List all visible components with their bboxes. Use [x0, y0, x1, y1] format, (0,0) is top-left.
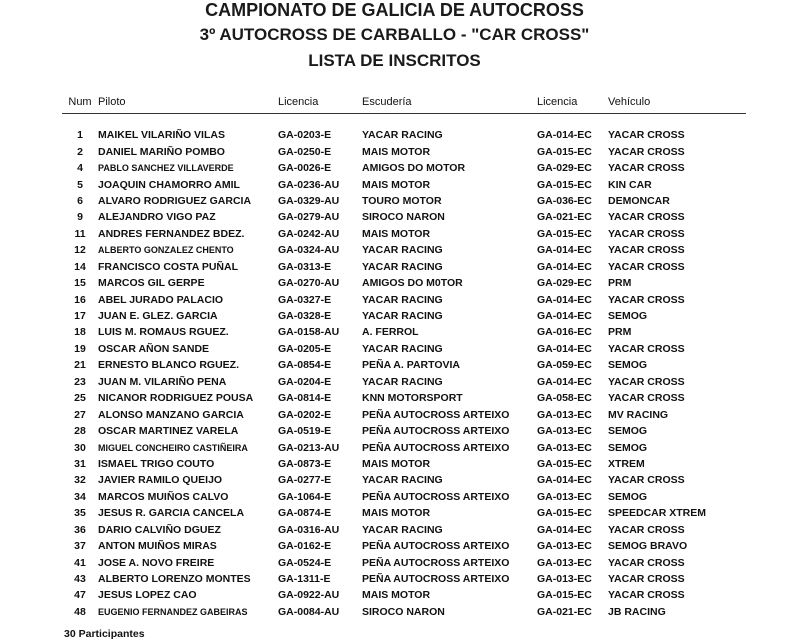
table-row	[62, 341, 746, 357]
column-header-licencia-escuderia: Licencia	[537, 96, 608, 114]
entry-number: 31	[74, 457, 86, 470]
entry-number: 19	[74, 342, 86, 355]
table-row	[62, 439, 746, 455]
table-row	[62, 324, 746, 340]
driver-license: GA-0202-E	[278, 408, 332, 421]
vehicle-name: PRM	[608, 326, 632, 339]
team-license: GA-014-EC	[537, 375, 592, 388]
vehicle-name: XTREM	[608, 457, 645, 470]
driver-license: GA-0313-E	[278, 260, 332, 273]
team-name: KNN MOTORSPORT	[362, 392, 463, 405]
team-name: MAIS MOTOR	[362, 507, 431, 520]
vehicle-name: YACAR CROSS	[608, 573, 685, 586]
team-name: SIROCO NARON	[362, 211, 445, 224]
championship-title: CAMPIONATO DE GALICIA DE AUTOCROSS	[205, 0, 584, 20]
vehicle-name: YACAR CROSS	[608, 227, 685, 240]
table-header	[62, 96, 746, 114]
table-row	[62, 554, 746, 570]
team-license: GA-015-EC	[537, 227, 592, 240]
driver-license: GA-0854-E	[278, 359, 332, 372]
vehicle-name: SEMOG	[608, 441, 648, 454]
entry-number: 18	[74, 326, 86, 339]
vehicle-name: YACAR CROSS	[608, 342, 685, 355]
entry-number: 48	[74, 605, 86, 618]
team-license: GA-015-EC	[537, 589, 592, 602]
team-name: PEÑA AUTOCROSS ARTEIXO	[362, 441, 510, 454]
vehicle-name: YACAR CROSS	[608, 474, 685, 487]
team-license: GA-014-EC	[537, 244, 592, 257]
entry-number: 30	[74, 441, 86, 454]
driver-name: JAVIER RAMILO QUEIJO	[98, 474, 223, 487]
driver-name: FRANCISCO COSTA PUÑAL	[98, 260, 238, 273]
driver-name: ANDRES FERNANDEZ BDEZ.	[98, 227, 245, 240]
table-row	[62, 587, 746, 603]
vehicle-name: YACAR CROSS	[608, 589, 685, 602]
table-row	[62, 143, 746, 159]
vehicle-name: YACAR CROSS	[608, 375, 685, 388]
table-row	[62, 456, 746, 472]
vehicle-name: YACAR CROSS	[608, 293, 685, 306]
team-name: SIROCO NARON	[362, 605, 445, 618]
entry-number: 4	[77, 162, 83, 175]
table-row	[62, 259, 746, 275]
entry-number: 2	[77, 145, 83, 158]
team-name: YACAR RACING	[362, 244, 443, 257]
team-name: PEÑA AUTOCROSS ARTEIXO	[362, 573, 510, 586]
team-name: TOURO MOTOR	[362, 194, 442, 207]
team-license: GA-029-EC	[537, 277, 592, 290]
vehicle-name: YACAR CROSS	[608, 556, 685, 569]
driver-name: NICANOR RODRIGUEZ POUSA	[98, 392, 254, 405]
team-license: GA-013-EC	[537, 556, 592, 569]
driver-license: GA-0213-AU	[278, 441, 340, 454]
entry-number: 28	[74, 425, 86, 438]
vehicle-name: MV RACING	[608, 408, 669, 421]
team-license: GA-014-EC	[537, 523, 592, 536]
table-body	[62, 114, 746, 621]
driver-name: DANIEL MARIÑO POMBO	[98, 145, 225, 158]
driver-license: GA-0277-E	[278, 474, 332, 487]
team-license: GA-036-EC	[537, 194, 592, 207]
driver-license: GA-0242-AU	[278, 227, 340, 240]
team-name: PEÑA A. PARTOVIA	[362, 359, 461, 372]
driver-license: GA-0204-E	[278, 375, 332, 388]
table-row	[62, 226, 746, 242]
entry-number: 17	[74, 310, 86, 323]
team-license: GA-021-EC	[537, 211, 592, 224]
driver-name: ANTON MUIÑOS MIRAS	[98, 540, 217, 553]
driver-name: MARCOS GIL GERPE	[98, 277, 205, 290]
team-name: AMIGOS DO MOTOR	[362, 162, 466, 175]
driver-name: MARCOS MUIÑOS CALVO	[98, 490, 229, 503]
table-row	[62, 571, 746, 587]
driver-license: GA-0524-E	[278, 556, 332, 569]
table-row	[62, 193, 746, 209]
table-row	[62, 423, 746, 439]
entries-table	[62, 96, 746, 620]
team-name: PEÑA AUTOCROSS ARTEIXO	[362, 408, 510, 421]
team-license: GA-016-EC	[537, 326, 592, 339]
driver-license: GA-0158-AU	[278, 326, 340, 339]
table-row	[62, 176, 746, 192]
team-license: GA-059-EC	[537, 359, 592, 372]
entry-number: 6	[77, 194, 83, 207]
table-row	[62, 604, 746, 620]
team-license: GA-021-EC	[537, 605, 592, 618]
vehicle-name: JB RACING	[608, 605, 666, 618]
table-row	[62, 209, 746, 225]
column-header-piloto: Piloto	[98, 96, 278, 114]
team-license: GA-013-EC	[537, 573, 592, 586]
driver-license: GA-0329-AU	[278, 194, 340, 207]
table-row	[62, 308, 746, 324]
entry-number: 32	[74, 474, 86, 487]
driver-name: ALBERTO LORENZO MONTES	[98, 573, 251, 586]
driver-license: GA-0922-AU	[278, 589, 340, 602]
vehicle-name: YACAR CROSS	[608, 145, 685, 158]
driver-name: LUIS M. ROMAUS RGUEZ.	[98, 326, 229, 339]
team-license: GA-014-EC	[537, 310, 592, 323]
team-license: GA-013-EC	[537, 408, 592, 421]
team-name: YACAR RACING	[362, 375, 443, 388]
driver-license: GA-0162-E	[278, 540, 332, 553]
entry-number: 23	[74, 375, 86, 388]
vehicle-name: SPEEDCAR XTREM	[608, 507, 707, 520]
driver-license: GA-0270-AU	[278, 277, 340, 290]
team-license: GA-029-EC	[537, 162, 592, 175]
team-name: YACAR RACING	[362, 260, 443, 273]
entry-number: 36	[74, 523, 86, 536]
driver-license: GA-1311-E	[278, 573, 331, 586]
event-subtitle: 3º AUTOCROSS DE CARBALLO - "CAR CROSS"	[199, 25, 590, 44]
driver-license: GA-0236-AU	[278, 178, 340, 191]
driver-license: GA-0205-E	[278, 342, 332, 355]
table-row	[62, 127, 746, 143]
vehicle-name: SEMOG BRAVO	[608, 540, 688, 553]
table-row	[62, 472, 746, 488]
team-license: GA-015-EC	[537, 145, 592, 158]
team-license: GA-014-EC	[537, 342, 592, 355]
team-name: MAIS MOTOR	[362, 457, 431, 470]
driver-name: ALBERTO GONZALEZ CHENTO	[98, 245, 234, 256]
team-license: GA-013-EC	[537, 540, 592, 553]
entry-number: 16	[74, 293, 86, 306]
driver-name: JESUS LOPEZ CAO	[98, 589, 197, 602]
team-name: PEÑA AUTOCROSS ARTEIXO	[362, 425, 510, 438]
driver-license: GA-0203-E	[278, 129, 332, 142]
team-license: GA-013-EC	[537, 490, 592, 503]
driver-name: JUAN E. GLEZ. GARCIA	[98, 310, 218, 323]
team-name: MAIS MOTOR	[362, 178, 431, 191]
entry-number: 1	[77, 129, 83, 142]
team-name: PEÑA AUTOCROSS ARTEIXO	[362, 556, 510, 569]
driver-name: ALONSO MANZANO GARCIA	[98, 408, 244, 421]
team-license: GA-013-EC	[537, 425, 592, 438]
vehicle-name: SEMOG	[608, 359, 648, 372]
team-name: YACAR RACING	[362, 523, 443, 536]
entry-number: 11	[74, 227, 86, 240]
driver-license: GA-0316-AU	[278, 523, 340, 536]
driver-license: GA-0026-E	[278, 162, 332, 175]
team-name: YACAR RACING	[362, 310, 443, 323]
driver-name: ISMAEL TRIGO COUTO	[98, 457, 215, 470]
team-name: PEÑA AUTOCROSS ARTEIXO	[362, 540, 510, 553]
table-row	[62, 357, 746, 373]
team-name: YACAR RACING	[362, 129, 443, 142]
driver-name: JUAN M. VILARIÑO PENA	[98, 375, 227, 388]
team-name: MAIS MOTOR	[362, 227, 431, 240]
column-header-licencia: Licencia	[278, 96, 362, 114]
driver-name: ABEL JURADO PALACIO	[98, 293, 224, 306]
vehicle-name: YACAR CROSS	[608, 523, 685, 536]
table-row	[62, 489, 746, 505]
driver-name: JESUS R. GARCIA CANCELA	[98, 507, 245, 520]
driver-name: ALVARO RODRIGUEZ GARCIA	[98, 194, 252, 207]
table-row	[62, 160, 746, 176]
vehicle-name: YACAR CROSS	[608, 392, 685, 405]
entry-number: 14	[74, 260, 86, 273]
entry-number: 35	[74, 507, 86, 520]
vehicle-name: SEMOG	[608, 425, 648, 438]
driver-license: GA-0874-E	[278, 507, 332, 520]
vehicle-name: YACAR CROSS	[608, 162, 685, 175]
team-name: MAIS MOTOR	[362, 589, 431, 602]
vehicle-name: SEMOG	[608, 490, 648, 503]
entry-number: 27	[74, 408, 86, 421]
team-license: GA-014-EC	[537, 474, 592, 487]
entry-number: 9	[77, 211, 83, 224]
column-header-escuderia: Escudería	[362, 96, 537, 114]
entry-number: 21	[74, 359, 86, 372]
column-header-num: Num	[62, 96, 98, 114]
vehicle-name: KIN CAR	[608, 178, 652, 191]
driver-name: OSCAR AÑON SANDE	[98, 342, 210, 355]
entry-number: 25	[74, 392, 86, 405]
team-license: GA-015-EC	[537, 457, 592, 470]
driver-license: GA-0279-AU	[278, 211, 340, 224]
driver-license: GA-0814-E	[278, 392, 332, 405]
entry-number: 34	[74, 490, 86, 503]
team-name: MAIS MOTOR	[362, 145, 431, 158]
team-license: GA-013-EC	[537, 441, 592, 454]
entry-number: 5	[77, 178, 83, 191]
vehicle-name: YACAR CROSS	[608, 129, 685, 142]
table-row	[62, 374, 746, 390]
team-name: YACAR RACING	[362, 474, 443, 487]
team-name: YACAR RACING	[362, 342, 443, 355]
vehicle-name: DEMONCAR	[608, 194, 670, 207]
entry-number: 47	[74, 589, 86, 602]
table-row	[62, 406, 746, 422]
driver-name: ERNESTO BLANCO RGUEZ.	[98, 359, 239, 372]
table-row	[62, 505, 746, 521]
vehicle-name: SEMOG	[608, 310, 648, 323]
entry-number: 43	[74, 573, 86, 586]
vehicle-name: YACAR CROSS	[608, 244, 685, 257]
driver-license: GA-0519-E	[278, 425, 332, 438]
driver-license: GA-0250-E	[278, 145, 332, 158]
table-row	[62, 291, 746, 307]
list-title: LISTA DE INSCRITOS	[308, 51, 481, 70]
team-license: GA-014-EC	[537, 129, 592, 142]
driver-name: EUGENIO FERNANDEZ GABEIRAS	[98, 606, 248, 617]
entry-number: 15	[74, 277, 86, 290]
team-license: GA-058-EC	[537, 392, 592, 405]
team-name: AMIGOS DO M0TOR	[362, 277, 463, 290]
entry-number: 41	[74, 556, 86, 569]
table-row	[62, 390, 746, 406]
team-name: PEÑA AUTOCROSS ARTEIXO	[362, 490, 510, 503]
driver-license: GA-1064-E	[278, 490, 332, 503]
driver-license: GA-0084-AU	[278, 605, 340, 618]
team-name: A. FERROL	[362, 326, 419, 339]
table-row	[62, 538, 746, 554]
driver-name: DARIO CALVIÑO DGUEZ	[98, 523, 221, 536]
driver-name: JOSE A. NOVO FREIRE	[98, 556, 215, 569]
participants-count: 30 Participantes	[64, 628, 145, 640]
driver-name: MIGUEL CONCHEIRO CASTIÑEIRA	[98, 442, 248, 453]
driver-name: ALEJANDRO VIGO PAZ	[98, 211, 216, 224]
team-license: GA-015-EC	[537, 178, 592, 191]
entry-number: 37	[74, 540, 86, 553]
table-row	[62, 242, 746, 258]
vehicle-name: PRM	[608, 277, 632, 290]
entry-number: 12	[74, 244, 86, 257]
driver-name: JOAQUIN CHAMORRO AMIL	[98, 178, 240, 191]
vehicle-name: YACAR CROSS	[608, 211, 685, 224]
column-header-vehiculo: Vehículo	[608, 96, 746, 114]
driver-license: GA-0327-E	[278, 293, 332, 306]
vehicle-name: YACAR CROSS	[608, 260, 685, 273]
driver-license: GA-0324-AU	[278, 244, 340, 257]
driver-name: PABLO SANCHEZ VILLAVERDE	[98, 163, 234, 174]
team-license: GA-015-EC	[537, 507, 592, 520]
team-name: YACAR RACING	[362, 293, 443, 306]
team-license: GA-014-EC	[537, 260, 592, 273]
driver-license: GA-0873-E	[278, 457, 332, 470]
driver-name: MAIKEL VILARIÑO VILAS	[98, 129, 225, 142]
driver-license: GA-0328-E	[278, 310, 332, 323]
table-row	[62, 522, 746, 538]
table-row	[62, 275, 746, 291]
driver-name: OSCAR MARTINEZ VARELA	[98, 425, 239, 438]
team-license: GA-014-EC	[537, 293, 592, 306]
